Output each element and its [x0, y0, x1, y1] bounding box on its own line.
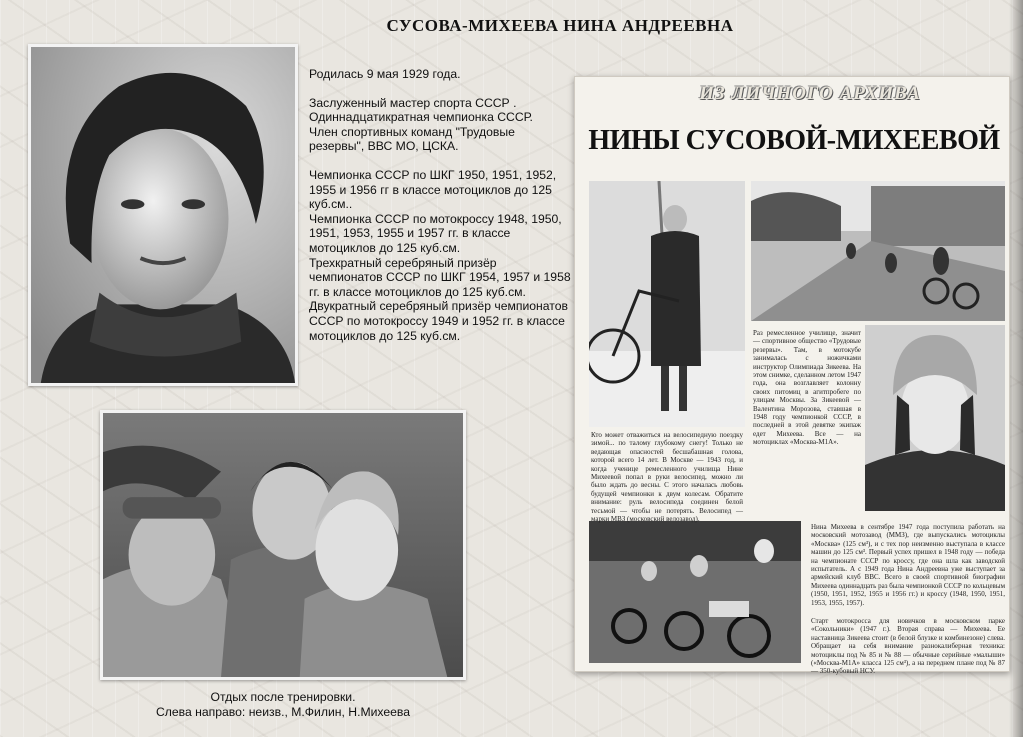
page-title: СУСОВА-МИХЕЕВА НИНА АНДРЕЕВНА	[386, 16, 734, 35]
bio-shkg-silver: Трехкратный серебряный призёр чемпионатов СССР по ШКГ 1954, 1957 и 1958 гг. в классе мотоциклов до 125 куб.см.	[309, 255, 571, 299]
bio-motocross-champion: Чемпионка СССР по мотокроссу 1948, 1950, 1951, 1953, 1955 и 1957 гг. в классе мотоциклов до 125 куб.см.	[309, 211, 562, 255]
clipping-photo-bicycle	[589, 181, 745, 427]
bio-teams: Член спортивных команд "Трудовые резервы", ВВС МО, ЦСКА.	[309, 124, 515, 154]
bio-shkg-champion: Чемпионка СССР по ШКГ 1950, 1951, 1952, 1955 и 1956 гг в классе мотоциклов до 125 куб.см..	[309, 167, 557, 212]
clipping-photo-motorcycle-column	[751, 181, 1005, 321]
page-gutter-shadow	[1009, 0, 1023, 737]
clipping-photo-motocross-start	[589, 521, 801, 663]
clipping-headline: НИНЫ СУСОВОЙ-МИХЕЕВОЙ	[588, 125, 1000, 156]
clipping-text-career: Нина Михеева в сентябре 1947 года поступила работать на московский мотозавод (ММЗ), где выпускались мотоциклы «Москва» (125 см³), и с тех пор неизменно выступала в классе машин до 125 см³. Первый успех пришел в 1948 году — победа на чемпионате СССР по кроссу, где она шла как заводской испытатель. А с 1949 года Нина Андреевна уже выступает за армейский клуб ВВС. Всего в своей спортивной биографии Михеева одиннадцать раз была чемпионкой СССР по кольцевым (1950, 1951, 1952, 1955 и 1956 гг.) и кроссу (1948, 1950, 1951, 1953, 1955, 1957).	[811, 523, 1005, 607]
clipping-text-bicycle: Кто может отважиться на велосипедную поездку зимой... по талому глубокому снегу! Только не ведающая опасностей бесшабашная голова, которой всего 14 лет. В Москве — 1943 год, и когда ученице ремесленного училища Нине Михеевой попал в руки велосипед, можно ли было ждать до весны. С этого началась любовь будущей чемпионки к двум колесам. Обратите внимание: руль велосипеда соединен белой тесьмой — чтобы не потерять. Велосипед — марки МВЗ (московский велозавод).	[591, 431, 743, 524]
bio-motocross-silver: Двукратный серебряный призёр чемпионатов СССР по мотокроссу 1949 и 1952 гг. в классе мотоциклов до 125 куб.см.	[309, 299, 568, 343]
group-photo	[100, 410, 466, 680]
biography-text	[309, 67, 571, 343]
group-photo-caption	[100, 690, 466, 720]
newspaper-clipping	[574, 76, 1010, 676]
clipping-archive-heading: ИЗ ЛИЧНОГО АРХИВА	[699, 83, 921, 104]
clipping-text-motocross: Старт мотокросса для новичков в московском парке «Сокольники» (1947 г.). Вторая справа — Михеева. Ее наставница Зикеева стоит (в белой блузке и комбинезоне) слева. Обращает на себя внимание разнокалиберная техника: мотоциклы под № 85 и № 88 — обычные серийные «малыши» («Москва-М1А» класса 125 см³), а на переднем плане под № 87 — 350-кубовый НСУ.	[811, 617, 1005, 676]
portrait-photo	[28, 44, 298, 386]
clipping-photo-helmet-portrait	[865, 325, 1005, 511]
caption-line-2: Слева направо: неизв., М.Филин, Н.Михеева	[155, 705, 411, 719]
bio-birth: Родилась 9 мая 1929 года.	[309, 67, 461, 81]
bio-titles: Заслуженный мастер спорта СССР . Одиннадцатикратная чемпионка СССР.	[309, 95, 533, 125]
clipping-text-column: Раз ремесленное училище, значит — спортивное общество «Трудовые резервы». Там, в мотокубе занималась с ножичками инструктор Олимпиада Зикеева. На этом снимке, сделанном летом 1947 года, она возглавляет колонну своих питомиц в агитпробеге по улицам Москвы. За Зикеевой — Валентина Морозова, ставшая в 1948 году чемпионкой СССР, в последней в этой девятке экипаж едет Михеева. Все — на мотоциклах «Москва-М1А».	[753, 329, 861, 447]
caption-line-1: Отдых после тренировки.	[210, 690, 356, 704]
